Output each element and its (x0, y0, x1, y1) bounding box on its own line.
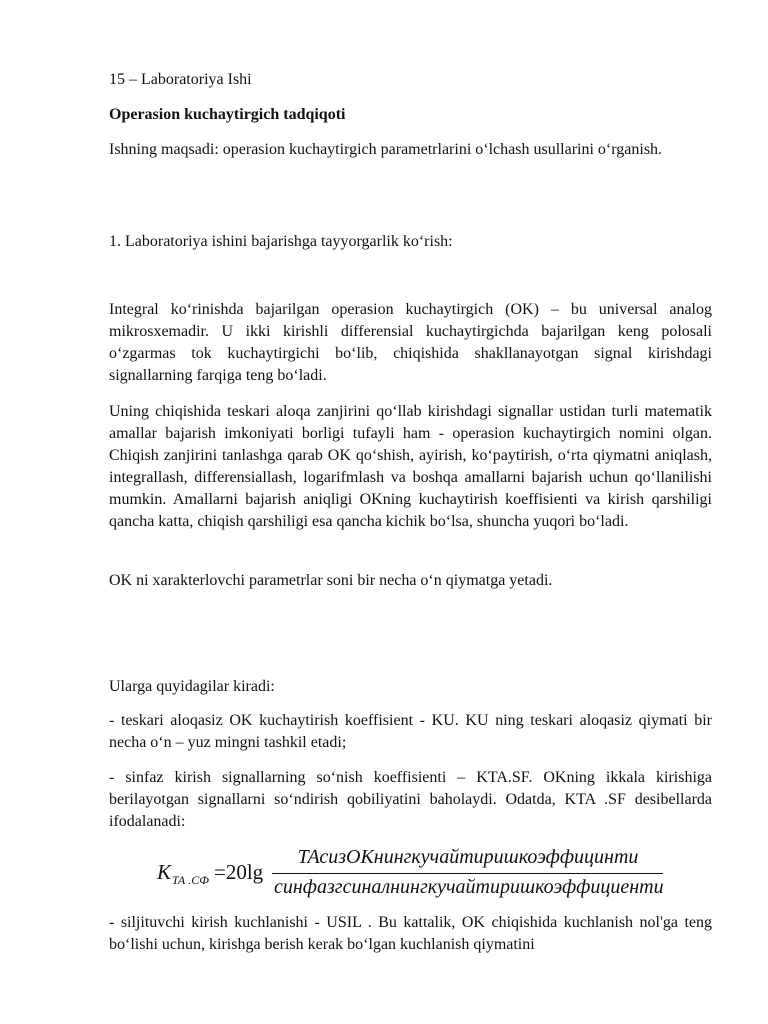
topic-heading: Operasion kuchaytirgich tadqiqoti (109, 106, 346, 123)
goal-paragraph: Ishning maqsadi: operasion kuchaytirgich parametrlarini o‘lchash usullarini o‘rganish. (109, 141, 663, 158)
intro-paragraph: Integral ko‘rinishda bajarilgan operasion kuchaytirgich (OK) – bu universal analog mikrosxemadir. U ikki kirishli differensial kuchaytirgichda bajarilgan keng polosali o‘zgarmas tok kuchaytirgichi bo‘lib, chiqishida shakllanayotgan signal kirishdagi signallarning farqiga teng bo‘ladi. (109, 301, 712, 384)
fraction-bar (272, 873, 663, 874)
parameters-paragraph: OK ni xarakterlovchi parametrlar soni bir necha o‘n qiymatga yetadi. (109, 572, 553, 589)
formula-symbol: K (157, 860, 172, 884)
kta-sf-formula (150, 846, 670, 900)
operations-paragraph: Uning chiqishida teskari aloqa zanjirini qo‘llab kirishdagi signallar ustidan turli matematik amallar bajarish imkoniyati borligi tufayli ham - operasion kuchaytirgich nomini olgan. Chiqish zanjirini tanlashga qarab OK qo‘shish, ayirish, ko‘paytirish, o‘rta qiymatni aniqlash, integrallash, differensiallash, logarifmlash va boshqa amallarni bajarish uchun qo‘llanilishi mumkin. Amallarni bajarish aniqligi OKning kuchaytirish koeffisienti va kirish qarshiligi qancha katta, chiqish qarshiligi esa qancha kichik bo‘lsa, shuncha yuqori bo‘ladi. (109, 403, 712, 530)
formula-denominator: синфазгсиналнингкучайтиришкоэффициенти (274, 876, 664, 898)
list-item: - teskari aloqasiz OK kuchaytirish koeffisient - KU. KU ning teskari aloqasiz qiymati bir necha o‘n – yuz mingni tashkil etadi; (109, 712, 712, 751)
list-item: - siljituvchi kirish kuchlanishi - USIL . Bu kattalik, OK chiqishida kuchlanish nol'ga teng bo‘lishi uchun, kirishga berish kerak bo‘lgan kuchlanish qiymatini (109, 914, 712, 953)
list-intro: Ularga quyidagilar kiradi: (109, 678, 275, 695)
formula-equals: =20lg (214, 860, 264, 884)
section-heading-1: 1. Laboratoriya ishini bajarishga tayyorgarlik ko‘rish: (109, 233, 453, 250)
list-item: - sinfaz kirish signallarning so‘nish koeffisienti – KTA.SF. OKning ikkala kirishiga berilayotgan signallarni so‘ndirish qobiliyatini baholaydi. Odatda, KTA .SF desibellarda ifodalanadi: (109, 769, 712, 830)
formula-numerator: ТАсизОКнингкучайтиришкоэффицинти (297, 846, 639, 868)
lab-title: 15 – Laboratoriya Ishi (109, 71, 252, 88)
formula-subscript: ТА .СФ (172, 873, 209, 887)
